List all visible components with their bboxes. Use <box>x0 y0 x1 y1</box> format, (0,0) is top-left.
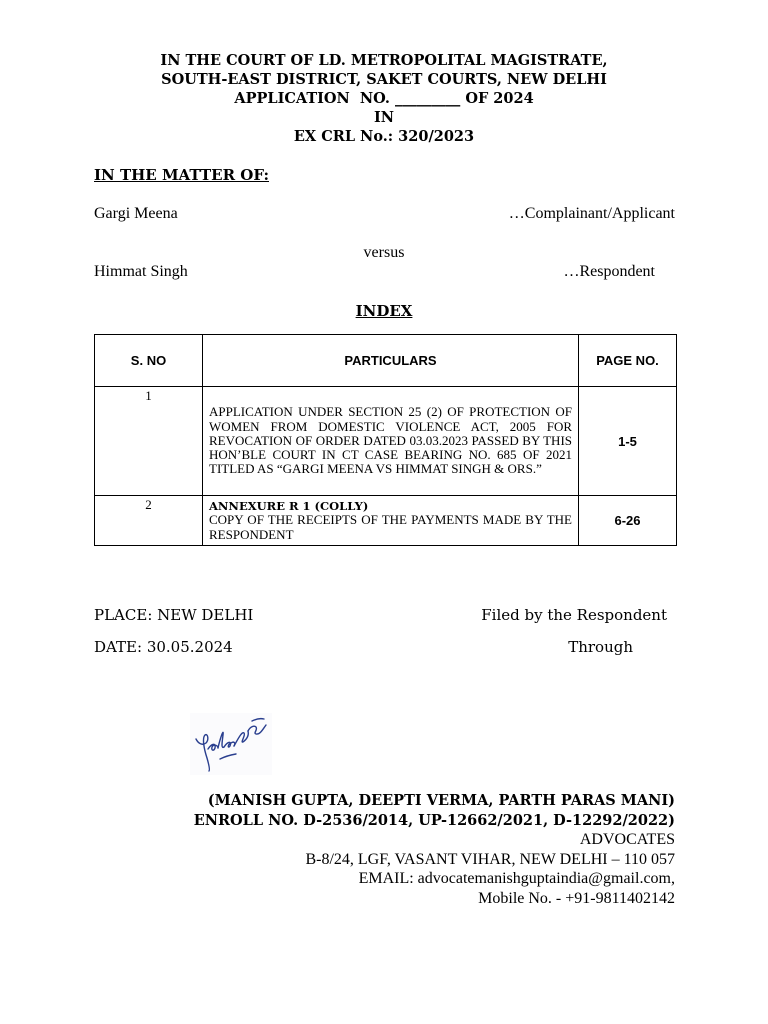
complainant-role: …Complainant/Applicant <box>508 205 675 222</box>
index-table <box>94 334 677 546</box>
row-sno: 1 <box>95 387 203 496</box>
row-particulars <box>203 387 579 496</box>
row-sno: 2 <box>95 496 203 546</box>
application-number-line: APPLICATION NO. _________ OF 2024 <box>234 90 534 107</box>
date-label: DATE: 30.05.2024 <box>94 638 233 656</box>
signature-image <box>190 713 272 775</box>
annexure-title: ANNEXURE R 1 (COLLY) <box>209 499 369 514</box>
column-header-page: PAGE NO. <box>579 335 677 387</box>
respondent-name: Himmat Singh <box>94 263 188 280</box>
row-particulars-text: APPLICATION UNDER SECTION 25 (2) OF PROTECTION OF WOMEN FROM DOMESTIC VIOLENCE ACT, 2005 FOR REVOCATION OF ORDER DATED 03.03.2023 PASSED BY THIS HON’BLE COURT IN CT CASE BEARING NO. 685 OF 2021 TITLED AS “GARGI MEENA VS HIMMAT SINGH & ORS.” <box>209 404 572 477</box>
table-header-row <box>95 335 677 387</box>
row-page: 6-26 <box>579 496 677 546</box>
advocates-designation: ADVOCATES <box>579 831 675 848</box>
enroll-numbers: ENROLL NO. D-2536/2014, UP-12662/2021, D-12292/2022) <box>193 811 675 829</box>
case-number-line: EX CRL No.: 320/2023 <box>293 128 475 145</box>
through-label: Through <box>568 638 633 656</box>
email-line: EMAIL: advocatemanishguptaindia@gmail.com, <box>358 870 675 887</box>
filed-by-label: Filed by the Respondent <box>481 606 667 624</box>
respondent-role: …Respondent <box>563 263 655 280</box>
index-heading: INDEX <box>355 302 413 320</box>
column-header-sno: S. NO <box>95 335 203 387</box>
column-header-particulars: PARTICULARS <box>203 335 579 387</box>
office-address: B-8/24, LGF, VASANT VIHAR, NEW DELHI – 110 057 <box>305 850 675 868</box>
mobile-line: Mobile No. - +91-9811402142 <box>478 889 675 907</box>
table-row <box>95 496 677 546</box>
table-row <box>95 387 677 496</box>
row-particulars-text: COPY OF THE RECEIPTS OF THE PAYMENTS MADE BY THE RESPONDENT <box>209 512 572 542</box>
row-page: 1-5 <box>579 387 677 496</box>
matter-heading: IN THE MATTER OF: <box>94 166 269 184</box>
in-line: IN <box>373 109 395 126</box>
versus-label: versus <box>363 244 405 261</box>
row-particulars <box>203 496 579 546</box>
advocates-block <box>194 791 675 908</box>
place-label: PLACE: NEW DELHI <box>94 606 254 624</box>
court-title-line-2: SOUTH-EAST DISTRICT, SAKET COURTS, NEW DELHI <box>161 71 607 88</box>
court-title-line-1: IN THE COURT OF LD. METROPOLITAL MAGISTRATE, <box>160 52 608 69</box>
advocate-names: (MANISH GUPTA, DEEPTI VERMA, PARTH PARAS MANI) <box>207 792 675 809</box>
complainant-name: Gargi Meena <box>94 205 178 222</box>
